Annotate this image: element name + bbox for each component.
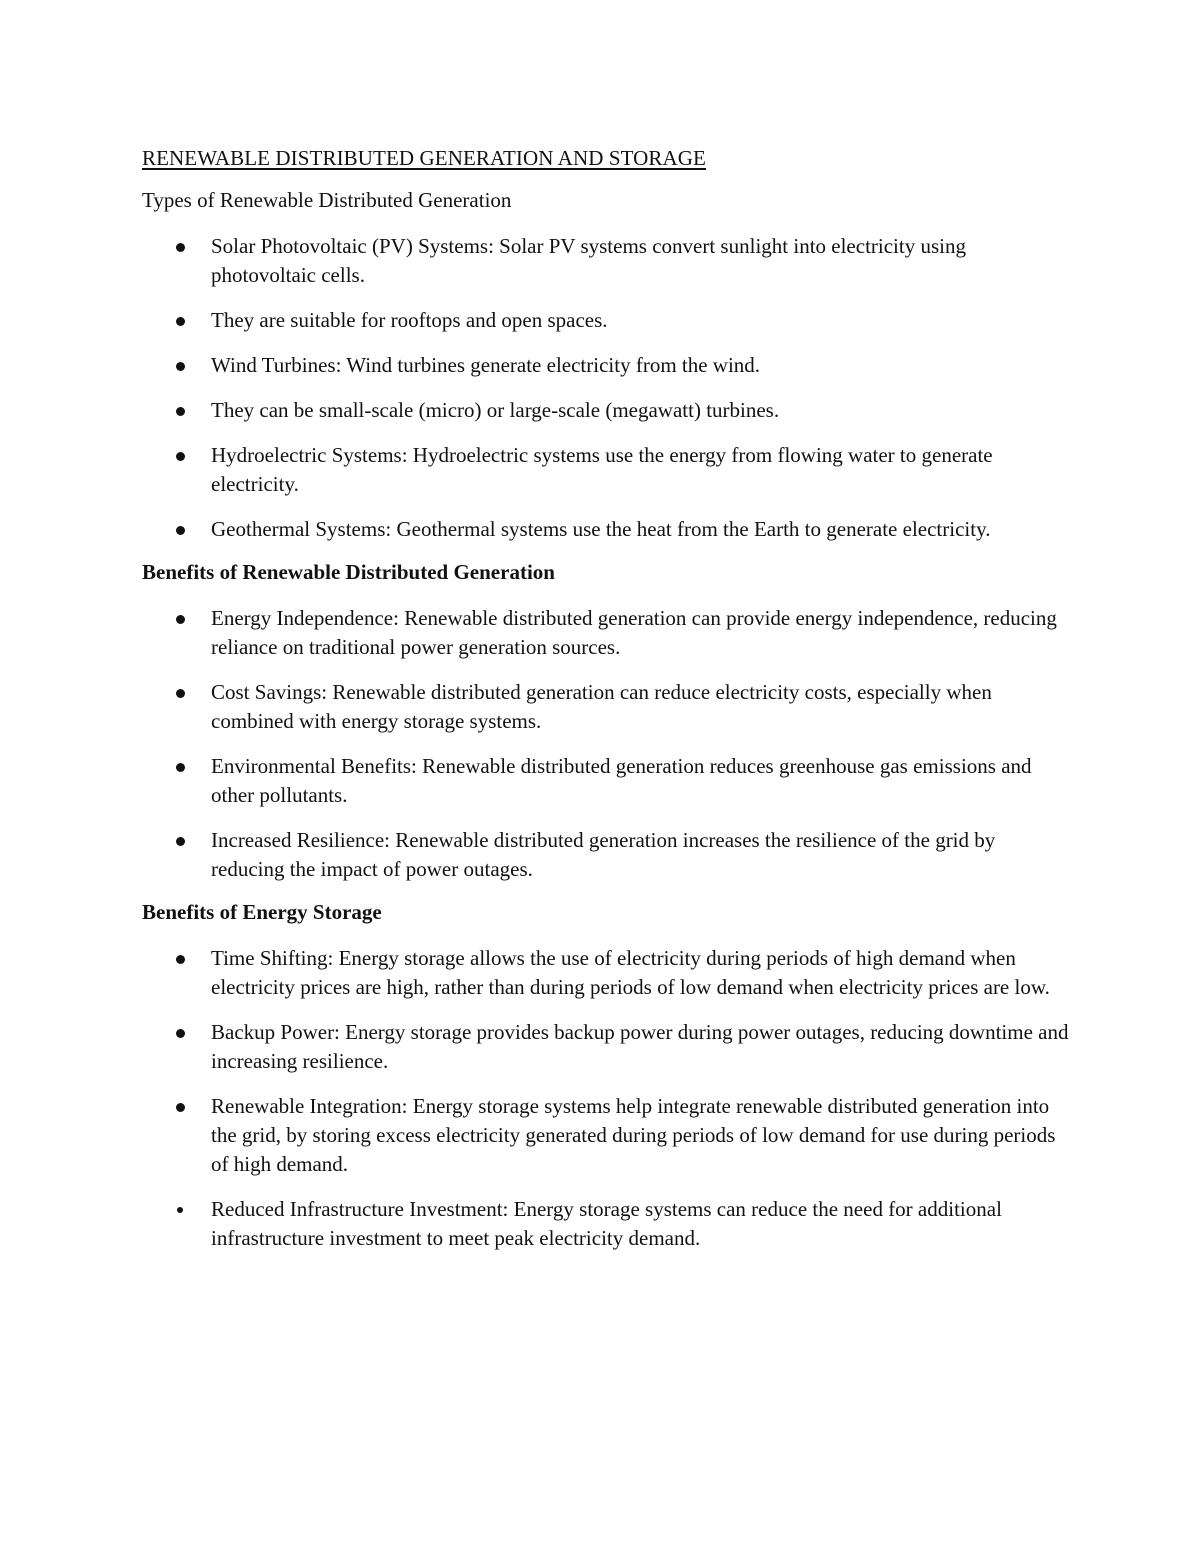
list-item-text: Energy Independence: Renewable distributed generation can provide energy independence, reducing reliance on traditional power generation sources. [211,606,1057,659]
list-item [142,944,1070,1002]
list-item [142,678,1070,736]
list-item [142,1092,1070,1179]
storage-heading: Benefits of Energy Storage [142,900,382,924]
list-item-text: Geothermal Systems: Geothermal systems use the heat from the Earth to generate electricity. [211,517,991,541]
list-item [142,752,1070,810]
bullet-icon [176,317,185,326]
list-item-text: Solar Photovoltaic (PV) Systems: Solar PV systems convert sunlight into electricity using photovoltaic cells. [211,234,966,287]
list-item [142,306,1070,335]
bullet-icon [176,763,185,772]
list-item [142,1195,1070,1253]
list-item-text: Hydroelectric Systems: Hydroelectric systems use the energy from flowing water to generate electricity. [211,443,993,496]
bullet-icon [176,362,185,371]
bullet-icon [176,615,185,624]
list-item-text: Backup Power: Energy storage provides backup power during power outages, reducing downtime and increasing resilience. [211,1020,1069,1073]
list-item [142,396,1070,425]
list-item [142,351,1070,380]
document-title: RENEWABLE DISTRIBUTED GENERATION AND STORAGE [142,146,706,170]
bullet-icon [177,1207,183,1213]
bullet-icon [176,407,185,416]
list-item-text: They are suitable for rooftops and open spaces. [211,308,608,332]
bullet-icon [176,1103,185,1112]
bullet-icon [176,837,185,846]
benefits-list [142,604,1070,884]
bullet-icon [176,1029,185,1038]
list-item-text: Time Shifting: Energy storage allows the use of electricity during periods of high demand when electricity prices are high, rather than during periods of low demand when electricity prices are low. [211,946,1050,999]
list-item-text: Environmental Benefits: Renewable distributed generation reduces greenhouse gas emissions and other pollutants. [211,754,1032,807]
list-item [142,826,1070,884]
storage-list [142,944,1070,1253]
bullet-icon [176,955,185,964]
types-list [142,232,1070,544]
bullet-icon [176,452,185,461]
list-item [142,515,1070,544]
list-item [142,232,1070,290]
list-item [142,441,1070,499]
list-item [142,604,1070,662]
list-item-text: Cost Savings: Renewable distributed generation can reduce electricity costs, especially when combined with energy storage systems. [211,680,992,733]
bullet-icon [176,243,185,252]
list-item-text: Increased Resilience: Renewable distributed generation increases the resilience of the grid by reducing the impact of power outages. [211,828,996,881]
list-item-text: Wind Turbines: Wind turbines generate electricity from the wind. [211,353,761,377]
types-subheading: Types of Renewable Distributed Generation [142,188,512,212]
benefits-heading: Benefits of Renewable Distributed Generation [142,560,555,584]
list-item-text: They can be small-scale (micro) or large-scale (megawatt) turbines. [211,398,780,422]
list-item [142,1018,1070,1076]
list-item-text: Renewable Integration: Energy storage systems help integrate renewable distributed generation into the grid, by storing excess electricity generated during periods of low demand for use during periods of high demand. [211,1094,1056,1176]
bullet-icon [176,526,185,535]
bullet-icon [176,689,185,698]
list-item-text: Reduced Infrastructure Investment: Energy storage systems can reduce the need for additional infrastructure investment to meet peak electricity demand. [211,1197,1002,1250]
